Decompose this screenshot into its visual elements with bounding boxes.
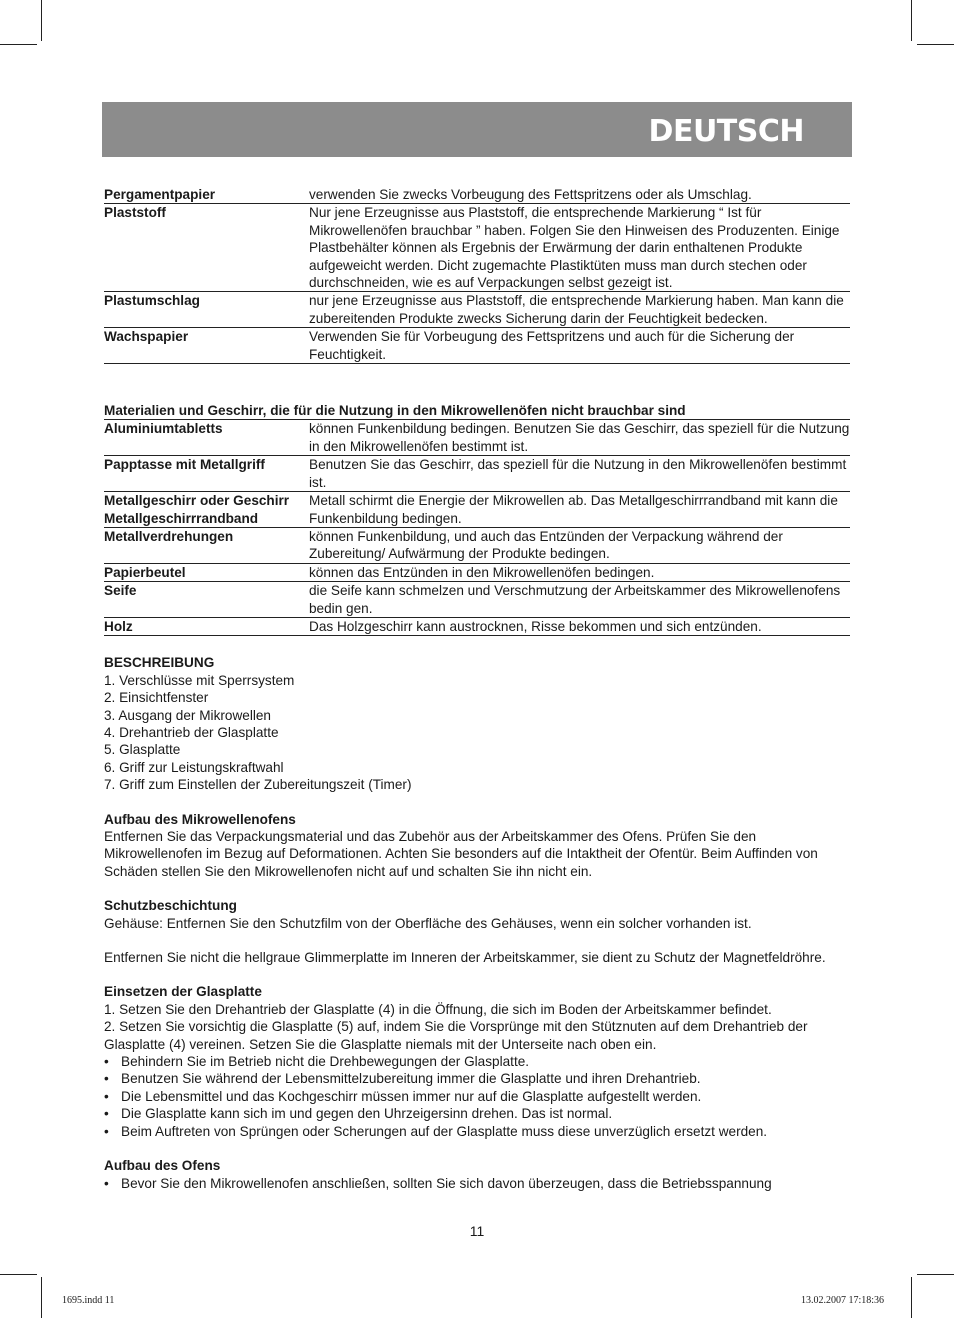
footer-timestamp: 13.02.2007 17:18:36 xyxy=(800,1295,884,1306)
table-row xyxy=(104,492,850,528)
paragraph: Entfernen Sie nicht die hellgraue Glimmerplatte im Inneren der Arbeitskammer, sie dient zu Schutz der Magnetfeldröhre. xyxy=(104,950,826,966)
section-title: Aufbau des Mikrowellenofens xyxy=(104,811,296,827)
crop-mark xyxy=(0,44,37,45)
material-desc: Metall schirmt die Energie der Mikrowellen ab. Das Metallgeschirrrandband mit kann die Funkenbildung bedingen. xyxy=(309,493,838,526)
table-row xyxy=(104,564,850,582)
glass-plate-section xyxy=(104,983,850,1140)
list-item: 3. Ausgang der Mikrowellen xyxy=(104,707,271,723)
list-item: 4. Drehantrieb der Glasplatte xyxy=(104,724,279,740)
material-term: Aluminiumtabletts xyxy=(104,421,223,437)
table-row xyxy=(104,420,850,456)
oven-assembly-section xyxy=(104,1157,850,1192)
table-row xyxy=(104,186,850,204)
bullet-item xyxy=(104,1123,850,1140)
language-title: DEUTSCH xyxy=(648,114,804,149)
bullet-icon: • xyxy=(104,1175,109,1191)
paragraph: Gehäuse: Entfernen Sie den Schutzfilm von der Oberfläche des Gehäuses, wenn ein solcher vorhanden ist. xyxy=(104,915,752,931)
page-content xyxy=(104,186,850,1192)
list-item: 6. Griff zur Leistungskraftwahl xyxy=(104,759,284,775)
crop-mark xyxy=(0,1274,37,1275)
coating-section xyxy=(104,897,850,966)
material-term: Papptasse mit Metallgriff xyxy=(104,457,265,473)
bullet-item xyxy=(104,1053,850,1070)
table-row xyxy=(104,582,850,618)
unsuitable-materials-heading: Materialien und Geschirr, die für die Nutzung in den Mikrowellenöfen nicht brauchbar sind xyxy=(104,402,850,420)
bullet-text: Behindern Sie im Betrieb nicht die Drehbewegungen der Glasplatte. xyxy=(121,1054,530,1070)
section-title: BESCHREIBUNG xyxy=(104,655,215,671)
material-desc: Benutzen Sie das Geschirr, das speziell für die Nutzung in den Mikrowellenöfen bestimmt ist. xyxy=(309,457,847,490)
material-desc: können Funkenbildung, und auch das Entzünden der Verpackung während der Zubereitung/ Aufwärmung der Produkte bedingen. xyxy=(309,528,783,562)
footer-filename: 1695.indd 11 xyxy=(62,1295,115,1306)
bullet-text: Die Lebensmittel und das Kochgeschirr müssen immer nur auf die Glasplatte aufgestellt werden. xyxy=(121,1088,702,1104)
material-desc: Das Holzgeschirr kann austrocknen, Risse bekommen und sich entzünden. xyxy=(309,618,762,634)
material-term: Plastumschlag xyxy=(104,293,200,309)
suitable-materials-table xyxy=(104,186,850,364)
section-title: Schutzbeschichtung xyxy=(104,898,237,914)
language-header-bar xyxy=(102,102,852,157)
spacer xyxy=(104,364,850,402)
material-desc: können Funkenbildung bedingen. Benutzen Sie das Geschirr, das speziell für die Nutzung in den Mikrowellenöfen bestimmt ist. xyxy=(309,421,850,454)
bullet-icon: • xyxy=(104,1106,109,1122)
section-title: Aufbau des Ofens xyxy=(104,1158,221,1174)
assembly-section xyxy=(104,811,850,881)
material-term: Plaststoff xyxy=(104,205,166,221)
bullet-item xyxy=(104,1105,850,1122)
material-desc: können das Entzünden in den Mikrowellenöfen bedingen. xyxy=(309,564,655,580)
material-desc: verwenden Sie zwecks Vorbeugung des Fettspritzens oder als Umschlag. xyxy=(309,187,752,202)
bullet-icon: • xyxy=(104,1054,109,1070)
unsuitable-materials-table xyxy=(104,402,850,636)
crop-mark xyxy=(911,1277,912,1318)
list-item: 1. Verschlüsse mit Sperrsystem xyxy=(104,672,295,688)
material-desc: die Seife kann schmelzen und Verschmutzung der Arbeitskammer des Mikrowellenofens bedin gen. xyxy=(309,583,841,616)
bullet-item xyxy=(104,1088,850,1105)
crop-mark xyxy=(917,1274,954,1275)
table-row xyxy=(104,618,850,636)
bullet-text: Bevor Sie den Mikrowellenofen anschließen, sollten Sie sich davon überzeugen, dass die Betriebsspannung xyxy=(121,1175,772,1191)
table-row xyxy=(104,528,850,564)
bullet-text: Beim Auftreten von Sprüngen oder Scherungen auf der Glasplatte muss diese unverzüglich ersetzt werden. xyxy=(121,1123,768,1139)
material-term: Holz xyxy=(104,618,133,634)
bullet-item xyxy=(104,1070,850,1087)
crop-mark xyxy=(41,1277,42,1318)
list-item: 7. Griff zum Einstellen der Zubereitungszeit (Timer) xyxy=(104,777,412,793)
bullet-text: Benutzen Sie während der Lebensmittelzubereitung immer die Glasplatte und ihren Drehantrieb. xyxy=(121,1071,701,1087)
list-item: 5. Glasplatte xyxy=(104,742,181,758)
table-row xyxy=(104,328,850,364)
material-term: Metallgeschirr oder Geschirr Metallgeschirrrandband xyxy=(104,493,290,526)
material-desc: Verwenden Sie für Vorbeugung des Fettspritzens und auch für die Sicherung der Feuchtigkeit. xyxy=(309,329,795,362)
paragraph: 1. Setzen Sie den Drehantrieb der Glasplatte (4) in die Öffnung, die sich im Boden der Arbeitskammer befindet. xyxy=(104,1001,772,1017)
section-title: Einsetzen der Glasplatte xyxy=(104,984,262,1000)
crop-mark xyxy=(917,44,954,45)
list-item: 2. Einsichtfenster xyxy=(104,690,209,706)
material-term: Pergamentpapier xyxy=(104,187,216,202)
table-row xyxy=(104,292,850,328)
bullet-icon: • xyxy=(104,1123,109,1139)
material-term: Wachspapier xyxy=(104,329,189,345)
page-number: 11 xyxy=(469,1223,485,1239)
paragraph: 2. Setzen Sie vorsichtig die Glasplatte (5) auf, indem Sie die Vorsprünge mit den Stütznuten auf dem Drehantrieb der Glasplatte (4) vereinen. Setzen Sie die Glasplatte niemals mit der Unterseite nach oben ein. xyxy=(104,1019,808,1052)
bullet-icon: • xyxy=(104,1088,109,1104)
bullet-icon: • xyxy=(104,1071,109,1087)
material-desc: Nur jene Erzeugnisse aus Plaststoff, die entsprechende Markierung “ Ist für Mikrowellenöfen brauchbar ” haben. Folgen Sie den Hinweisen des Produzenten. Einige Plastbehälter können als Ergebnis der Erwärmung der darin enthaltenen Produkte aufgeweicht werden. Dicht zugemachte Plastiktüten muss man durch stechen oder durchschneiden, wie es auf Verpackungen selbst gezeigt ist. xyxy=(309,205,840,291)
crop-mark xyxy=(41,0,42,41)
material-desc: nur jene Erzeugnisse aus Plaststoff, die entsprechende Markierung haben. Man kann die zubereitenden Produkte zwecks Sicherung darin der Feuchtigkeit bedecken. xyxy=(309,293,844,326)
bullet-text: Die Glasplatte kann sich im und gegen den Uhrzeigersinn drehen. Das ist normal. xyxy=(121,1106,613,1122)
bullet-item xyxy=(104,1175,850,1192)
material-term: Metallverdrehungen xyxy=(104,528,234,544)
table-row xyxy=(104,456,850,492)
material-term: Seife xyxy=(104,583,137,599)
description-section xyxy=(104,654,850,793)
crop-mark xyxy=(911,0,912,41)
paragraph: Entfernen Sie das Verpackungsmaterial und das Zubehör aus der Arbeitskammer des Ofens. Prüfen Sie den Mikrowellenofen im Bezug auf Deformationen. Achten Sie besonders auf die Intaktheit der Ofentür. Beim Auffinden von Schäden stellen Sie den Mikrowellenofen nicht auf und schalten Sie ihn nicht ein. xyxy=(104,829,818,879)
table-row xyxy=(104,204,850,292)
material-term: Papierbeutel xyxy=(104,564,186,580)
